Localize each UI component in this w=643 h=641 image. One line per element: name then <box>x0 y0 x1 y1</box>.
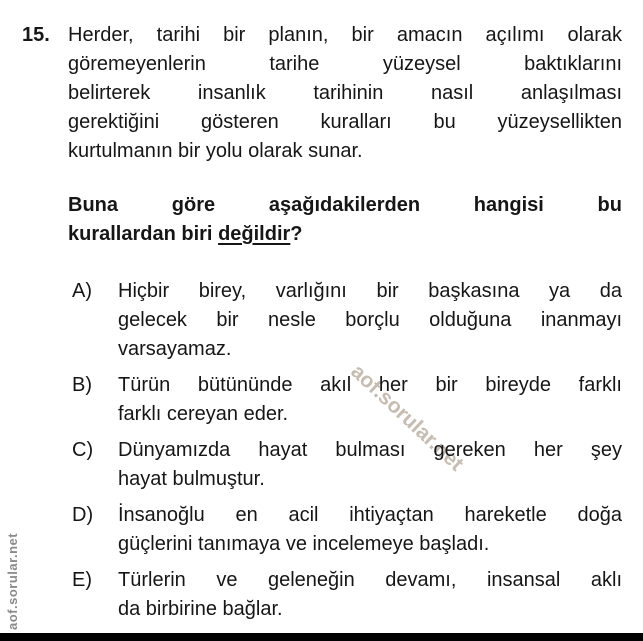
question-text-line: belirterek insanlık tarihinin nasıl anlaşılması <box>68 82 622 104</box>
option-line: farklı cereyan eder. <box>118 403 289 425</box>
question-text-line: gerektiğini gösteren kuralları bu yüzeysellikten <box>68 111 622 133</box>
option-d-text <box>118 501 622 559</box>
option-e <box>72 566 622 624</box>
option-line: güçlerini tanımaya ve incelemeye başladı. <box>118 533 490 555</box>
option-a-text <box>118 277 622 364</box>
option-a <box>72 277 622 364</box>
option-b-text <box>118 371 622 429</box>
options-list <box>72 277 622 631</box>
option-line: gelecek bir nesle borçlu olduğuna inanmayı <box>118 309 622 331</box>
option-line: da birbirine bağlar. <box>118 598 283 620</box>
option-c-text <box>118 436 622 494</box>
option-line: hayat bulmuştur. <box>118 468 265 490</box>
diagonal-watermark: aof.sorular.net <box>346 360 468 476</box>
left-vertical-watermark: aof.sorular.net <box>5 532 20 630</box>
prompt-line <box>68 220 622 249</box>
prompt-text: kurallardan biri <box>68 223 219 245</box>
option-b <box>72 371 622 429</box>
question-text-line: kurtulmanın bir yolu olarak sunar. <box>68 140 363 162</box>
option-line: İnsanoğlu en acil ihtiyaçtan hareketle doğa <box>118 504 622 526</box>
option-e-text <box>118 566 622 624</box>
question-prompt <box>68 191 622 249</box>
option-e-letter: E) <box>72 569 92 591</box>
prompt-line: Buna göre aşağıdakilerden hangisi bu <box>68 194 622 216</box>
option-line: varsayamaz. <box>118 338 232 360</box>
question-text <box>68 21 622 166</box>
question-text-line: Herder, tarihi bir planın, bir amacın açılımı olarak <box>68 24 622 46</box>
option-a-letter: A) <box>72 280 92 302</box>
option-d <box>72 501 622 559</box>
option-c-letter: C) <box>72 439 94 461</box>
option-line: Türlerin ve geleneğin devamı, insansal aklı <box>118 569 622 591</box>
option-line: Hiçbir birey, varlığını bir başkasına ya da <box>118 280 622 302</box>
option-line: Dünyamızda hayat bulması gereken her şey <box>118 439 622 461</box>
option-line: Türün bütününde akıl her bir bireyde farklı <box>118 374 622 396</box>
question-text-line: göremeyenlerin tarihe yüzeysel baktıklarını <box>68 53 622 75</box>
question-number: 15. <box>22 24 50 46</box>
option-c <box>72 436 622 494</box>
bottom-bar <box>0 633 643 641</box>
option-d-letter: D) <box>72 504 94 526</box>
prompt-question-mark: ? <box>290 223 303 245</box>
option-b-letter: B) <box>72 374 92 396</box>
prompt-underlined-word: değildir <box>218 223 291 245</box>
